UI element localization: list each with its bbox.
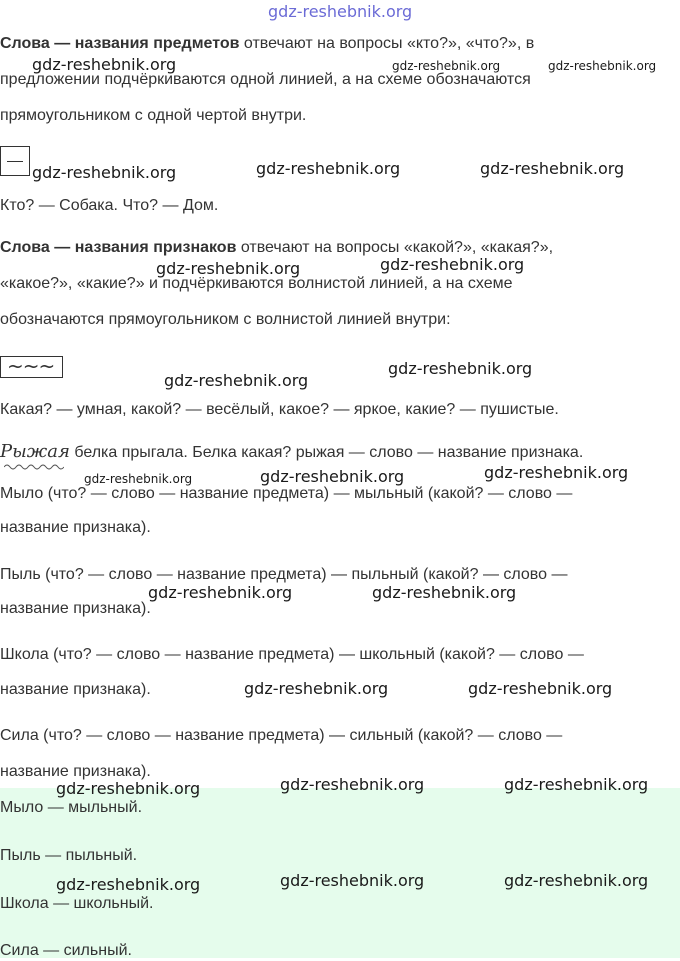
rule1-example: Кто? — Собака. Что? — Дом. — [0, 197, 219, 214]
watermark: gdz-reshebnik.org — [256, 159, 401, 178]
watermark: gdz-reshebnik.org — [280, 775, 425, 794]
pair-3-line1: Школа (что? — слово — название предмета) — школьный (какой? — слово — — [0, 646, 584, 663]
watermark: gdz-reshebnik.org — [56, 779, 201, 798]
watermark: gdz-reshebnik.org — [392, 59, 501, 73]
rule2-example: Какая? — умная, какой? — весёлый, какое? — яркое, какие? — пушистые. — [0, 401, 559, 418]
watermark: gdz-reshebnik.org — [84, 472, 193, 486]
watermark: gdz-reshebnik.org — [504, 871, 649, 890]
example-italic-word: Рыжая — [0, 441, 70, 462]
watermark: gdz-reshebnik.org — [32, 163, 177, 182]
rule2-bold: Слова — названия признаков — [0, 239, 237, 256]
watermark: gdz-reshebnik.org — [504, 775, 649, 794]
watermark: gdz-reshebnik.org — [148, 583, 293, 602]
answer-3: Школа — школьный. — [0, 895, 154, 912]
pair-3-line2: название признака). — [0, 681, 151, 698]
pair-1-line2: название признака). — [0, 519, 151, 536]
watermark: gdz-reshebnik.org — [164, 371, 309, 390]
pair-4-line1: Сила (что? — слово — название предмета) — сильный (какой? — слово — — [0, 727, 563, 744]
answer-1: Мыло — мыльный. — [0, 799, 143, 816]
pair-2-line1: Пыль (что? — слово — название предмета) — пыльный (какой? — слово — — [0, 566, 568, 583]
watermark: gdz-reshebnik.org — [56, 875, 201, 894]
watermark: gdz-reshebnik.org — [280, 871, 425, 890]
watermark: gdz-reshebnik.org — [380, 255, 525, 274]
answer-4: Сила — сильный. — [0, 942, 132, 959]
example-sentence: Рыжая белка прыгала. Белка какая? рыжая — слово — название признака. — [0, 441, 584, 462]
pair-1-line1: Мыло (что? — слово — название предмета) — мыльный (какой? — слово — — [0, 485, 573, 502]
watermark: gdz-reshebnik.org — [32, 55, 177, 74]
adjective-scheme-icon: ~~~ — [0, 356, 63, 378]
watermark: gdz-reshebnik.org — [244, 679, 389, 698]
pair-2-line2: название признака). — [0, 600, 151, 617]
watermark: gdz-reshebnik.org — [156, 259, 301, 278]
watermark: gdz-reshebnik.org — [260, 467, 405, 486]
pair-4-line2: название признака). — [0, 763, 151, 780]
rule1-line3: прямоугольником с одной чертой внутри. — [0, 107, 307, 124]
watermark: gdz-reshebnik.org — [372, 583, 517, 602]
rule1-line2: предложении подчёркиваются одной линией, а на схеме обозначаются — [0, 71, 531, 88]
rule2-line3: обозначаются прямоугольником с волнистой линией внутри: — [0, 311, 451, 328]
noun-scheme-icon — [0, 146, 30, 176]
watermark: gdz-reshebnik.org — [484, 463, 629, 482]
watermark: gdz-reshebnik.org — [388, 359, 533, 378]
watermark: gdz-reshebnik.org — [468, 679, 613, 698]
watermark: gdz-reshebnik.org — [480, 159, 625, 178]
rule1-line1: Слова — названия предметов отвечают на вопросы «кто?», «что?», в — [0, 35, 535, 52]
wavy-underline — [4, 462, 64, 472]
answer-2: Пыль — пыльный. — [0, 847, 138, 864]
rule2-line1: Слова — названия признаков отвечают на вопросы «какой?», «какая?», — [0, 239, 554, 256]
watermark: gdz-reshebnik.org — [548, 59, 657, 73]
rule2-line2: «какое?», «какие?» и подчёркиваются волнистой линией, а на схеме — [0, 275, 513, 292]
header-watermark: gdz-reshebnik.org — [268, 2, 413, 21]
rule1-bold: Слова — названия предметов — [0, 35, 240, 52]
